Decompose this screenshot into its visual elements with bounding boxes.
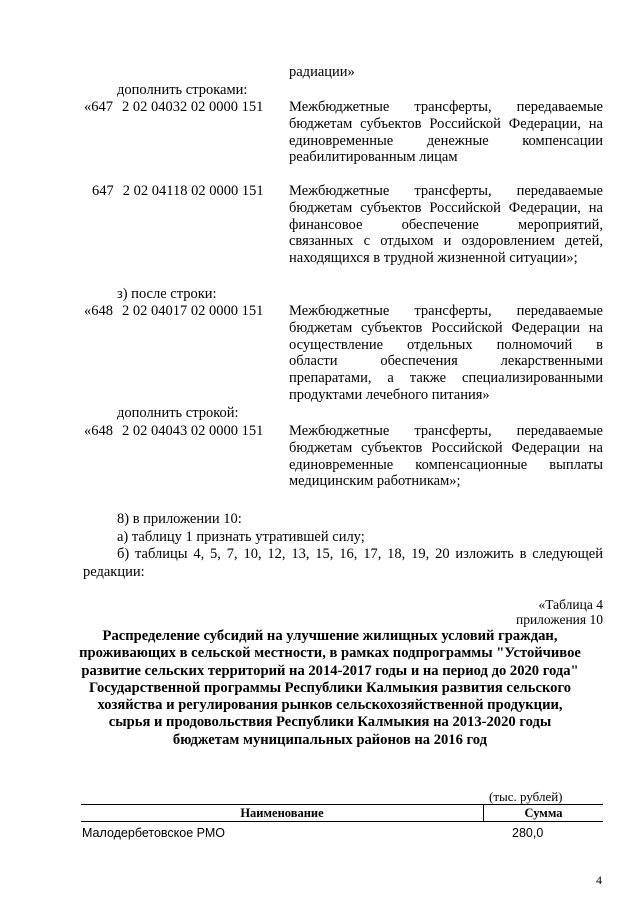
title-line: Распределение субсидий на улучшение жилищных условий граждан, [102, 628, 558, 644]
top-line: радиации» [289, 64, 355, 80]
units-label: (тыс. рублей) [489, 789, 563, 804]
desc-line: бюджетам субъектов Российской Федерации, на [289, 115, 603, 132]
row-description-1 [289, 99, 603, 166]
row-code: 2 02 04017 02 0000 151 [122, 303, 264, 319]
table-row-sum: 280,0 [512, 826, 544, 840]
row-prefix: «648 [84, 423, 113, 439]
row-description-2 [289, 183, 603, 267]
header-sum: Сумма [524, 806, 563, 820]
code-row-4 [84, 423, 272, 440]
desc-line: единовременные компенсационные выплаты [289, 456, 603, 473]
table-row-name: Малодербетовское РМО [82, 826, 225, 840]
row-prefix: 647 [92, 183, 114, 199]
row-prefix: «648 [84, 303, 113, 319]
row-code: 2 02 04118 02 0000 151 [122, 183, 264, 199]
desc-line: единовременные денежные компенсации [289, 132, 603, 149]
paragraph-8: 8) в приложении 10: [117, 511, 242, 527]
desc-line: связанных с отдыхом и оздоровлением детей, [289, 233, 603, 250]
desc-line: бюджетам субъектов Российской Федерации, на [289, 199, 603, 216]
desc-line: Межбюджетные трансферты, передаваемые [289, 423, 603, 439]
paragraph-b-line2: редакции: [83, 564, 145, 580]
table-ref-line2: приложения 10 [515, 612, 603, 627]
paragraph-a: а) таблицу 1 признать утратившей силу; [117, 529, 365, 545]
desc-line: осуществление отдельных полномочий в [289, 336, 603, 353]
desc-line: реабилитированным лицам [289, 149, 458, 166]
title-line: проживающих в сельской местности, в рамках подпрограммы "Устойчивое [79, 645, 581, 662]
desc-line: Межбюджетные трансферты, передаваемые [289, 99, 603, 115]
desc-line: находящихся в трудной жизненной ситуации»; [289, 250, 578, 267]
block2-label: з) после строки: [117, 286, 217, 302]
title-line: сырья и продовольствия Республики Калмыкия на 2013-2020 годы [108, 714, 552, 731]
desc-line: области обеспечения лекарственными [289, 353, 603, 370]
desc-line: бюджетам субъектов Российской Федерации на [289, 319, 603, 336]
row-description-4 [289, 423, 603, 490]
desc-line: Межбюджетные трансферты, передаваемые [289, 183, 603, 199]
table-title [40, 628, 620, 749]
code-row-2 [92, 183, 273, 200]
table-header [81, 804, 603, 822]
desc-line: бюджетам субъектов Российской Федерации на [289, 439, 603, 456]
block1-label: дополнить строками: [117, 82, 248, 98]
code-row-3 [84, 303, 272, 320]
title-line: бюджетам муниципальных районов на 2016 год [172, 731, 488, 748]
desc-line: препаратами, а также специализированными [289, 370, 603, 387]
title-line: Государственной программы Республики Калмыкия развития сельского [88, 679, 572, 696]
title-line: развитие сельских территорий на 2014-2017 годы и на период до 2020 года" [81, 662, 579, 679]
page-number: 4 [596, 873, 602, 887]
desc-line: Межбюджетные трансферты, передаваемые [289, 303, 603, 319]
row-description-3 [289, 303, 603, 404]
code-row-1 [84, 99, 272, 116]
desc-line: продуктами лечебного питания» [289, 386, 490, 403]
desc-line: финансовое обеспечение мероприятий, [289, 216, 603, 233]
row-prefix: «647 [84, 99, 113, 115]
block3-label: дополнить строкой: [117, 405, 239, 421]
header-name: Наименование [81, 805, 484, 821]
table-ref-line1: «Таблица 4 [538, 597, 603, 612]
desc-line: медицинским работникам»; [289, 473, 461, 490]
row-code: 2 02 04032 02 0000 151 [122, 99, 264, 115]
title-line: хозяйства и регулирования рынков сельскохозяйственной продукции, [97, 697, 563, 714]
row-code: 2 02 04043 02 0000 151 [122, 423, 264, 439]
paragraph-b-line1: б) таблицы 4, 5, 7, 10, 12, 13, 15, 16, 17, 18, 19, 20 изложить в следующей [117, 546, 603, 562]
